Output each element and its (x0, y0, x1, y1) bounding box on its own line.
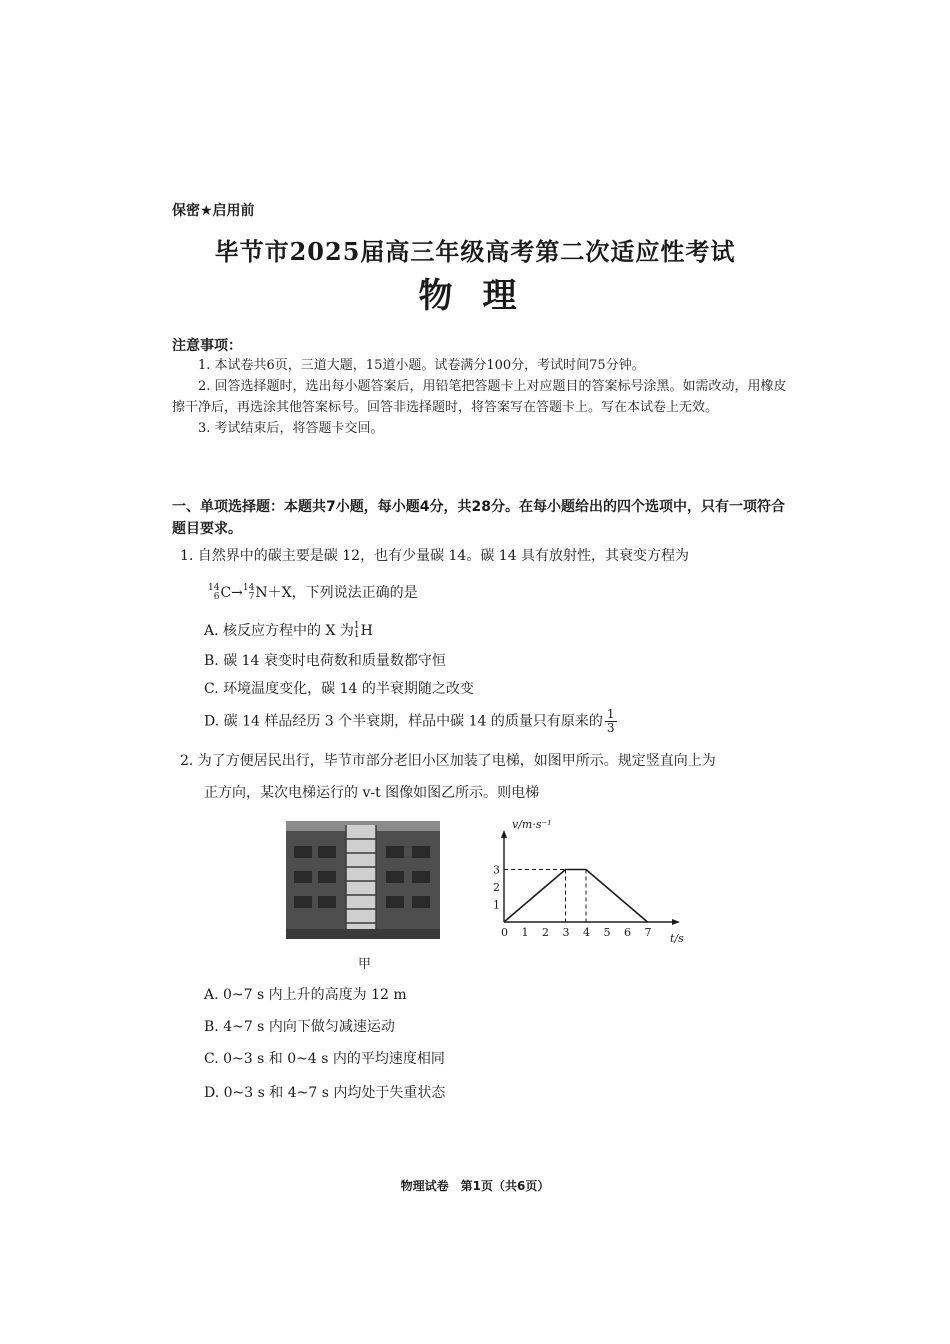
x-tick-0: 0 (501, 926, 508, 939)
chart-guides (504, 870, 586, 923)
q2-option-d: D. 0~3 s 和 4~7 s 内均处于失重状态 (204, 1085, 446, 1101)
elevator-photo-illustration (286, 821, 440, 939)
q1-equation (208, 582, 823, 604)
y-tick-3: 3 (493, 863, 500, 877)
x-tick-6: 6 (624, 926, 631, 939)
q1-c-symbol: C→ (220, 585, 243, 601)
q1-option-d (204, 708, 617, 735)
q2-stem-line1: 2. 为了方便居民出行，毕节市部分老旧小区加装了电梯，如图甲所示。规定竖直向上为 (180, 753, 716, 769)
q1-fraction-den: 3 (606, 721, 615, 735)
chart-x-ticks (501, 926, 652, 939)
q1-h-charge: 1 (353, 630, 360, 640)
y-tick-2: 2 (493, 881, 500, 894)
q1-n-nuclide (243, 584, 254, 602)
x-tick-1: 1 (521, 926, 529, 939)
vt-chart (490, 810, 690, 950)
q1-n-charge: 7 (248, 592, 255, 602)
elevator-photo (286, 821, 440, 939)
chart-axes (501, 830, 680, 925)
q2-option-c: C. 0~3 s 和 0~4 s 内的平均速度相同 (204, 1051, 445, 1067)
x-tick-5: 5 (603, 926, 611, 939)
q1-c-mass: 14 (208, 583, 220, 593)
chart-y-label: v/m·s⁻¹ (512, 818, 552, 831)
q1-h-mass: 1 (353, 621, 360, 631)
q1-option-b: B. 碳 14 衰变时电荷数和质量数都守恒 (204, 653, 446, 669)
chart-y-ticks (493, 864, 500, 912)
x-tick-4: 4 (583, 926, 590, 939)
elevator-shaft (346, 825, 376, 939)
q1-option-d-text: D. 碳 14 样品经历 3 个半衰期，样品中碳 14 的质量只有原来的 (204, 713, 603, 730)
q2-stem-line2: 正方向，某次电梯运行的 v-t 图像如图乙所示。则电梯 (204, 785, 540, 801)
photo-caption: 甲 (358, 957, 372, 972)
chart-series (504, 870, 648, 923)
notes-heading: 注意事项： (172, 338, 242, 354)
q1-n-mass: 14 (242, 583, 255, 593)
note-item-3: 3. 考试结束后，将答题卡交回。 (198, 421, 384, 436)
q1-fraction-num: 1 (606, 707, 615, 721)
q1-option-a-text: A. 核反应方程中的 X 为 (204, 623, 354, 639)
y-tick-1: 1 (493, 898, 500, 912)
q1-option-c: C. 环境温度变化，碳 14 的半衰期随之改变 (204, 681, 474, 697)
x-tick-2: 2 (542, 926, 549, 939)
velocity-line (504, 870, 648, 923)
q1-n-symbol: N＋X (255, 585, 292, 601)
page-footer: 物理试卷 第1页（共6页） (400, 1179, 550, 1193)
note-item-1: 1. 本试卷共6页，三道大题，15道小题。试卷满分100分，考试时间75分钟。 (198, 358, 645, 373)
x-tick-3: 3 (562, 926, 570, 939)
q1-c-nuclide (208, 584, 219, 602)
q2-option-a: A. 0~7 s 内上升的高度为 12 m (204, 987, 407, 1003)
x-tick-7: 7 (644, 926, 652, 939)
note-item-2: 2. 回答选择题时，选出每小题答案后，用铅笔把答题卡上对应题目的答案标号涂黑。如需改动，用橡皮擦干净后，再选涂其他答案标号。回答非选择题时，将答案写在答题卡上。写在本试卷上无效。 (172, 379, 787, 415)
notes-list (172, 355, 792, 439)
q1-stem-line1: 1. 自然界中的碳主要是碳 12，也有少量碳 14。碳 14 具有放射性，其衰变方程为 (180, 548, 690, 564)
q1-h-nuclide (354, 622, 360, 640)
confidential-label: 保密★启用前 (172, 203, 255, 219)
chart-x-label: t/s (670, 932, 684, 945)
y-axis-arrow (501, 830, 507, 838)
q1-fraction (605, 708, 617, 735)
x-axis-arrow (672, 919, 680, 925)
section-1-heading: 一、单项选择题：本题共7小题，每小题4分，共28分。在每小题给出的四个选项中，只有一项符合题目要求。 (172, 499, 785, 537)
q1-h-symbol: H (360, 623, 373, 639)
ground (286, 929, 440, 939)
exam-title: 毕节市2025届高三年级高考第二次适应性考试 (214, 237, 736, 266)
q2-option-b: B. 4~7 s 内向下做匀减速运动 (204, 1019, 395, 1035)
q1-stem-tail: ，下列说法正确的是 (291, 585, 418, 601)
q1-c-charge: 6 (213, 592, 220, 602)
q1-option-a (204, 620, 373, 642)
subject-title: 物理 (418, 276, 547, 316)
